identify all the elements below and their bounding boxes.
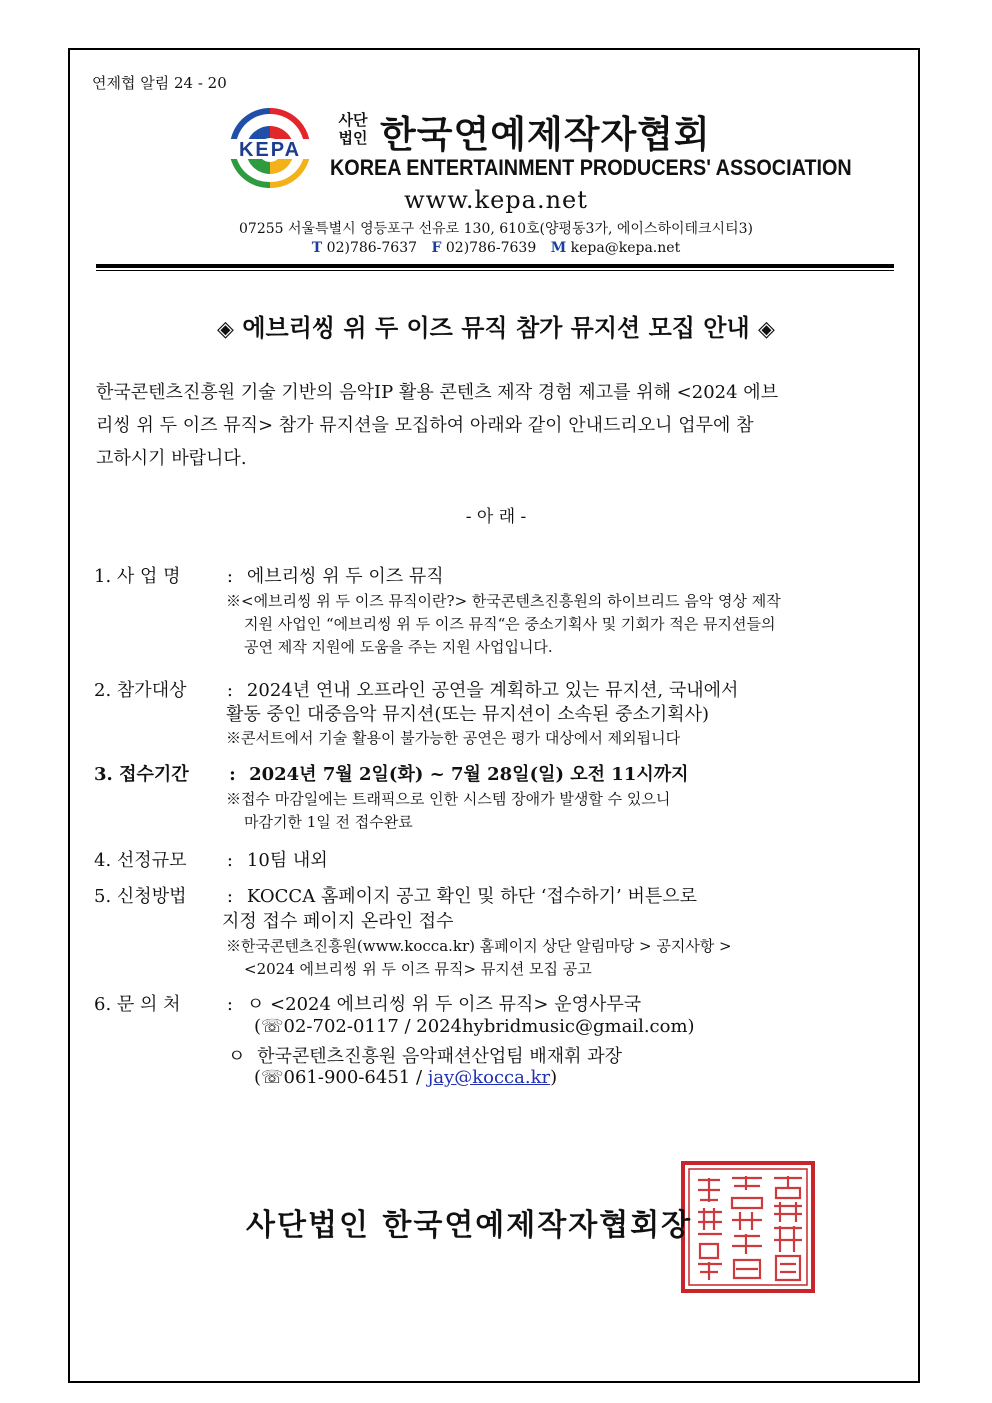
mail-address: kepa@kepa.net (570, 240, 681, 256)
item-note: ※한국콘텐츠진흥원(www.kocca.kr) 홈페이지 상단 알림마당 > 공지사항 > (226, 937, 732, 955)
item-note: ※접수 마감일에는 트래픽으로 인한 시스템 장애가 발생할 수 있으니 (226, 790, 671, 808)
mail-label: M (550, 240, 567, 256)
item-note: 공연 제작 지원에 도움을 주는 지원 사업입니다. (244, 638, 553, 656)
item-note: ※<에브리씽 위 두 이즈 뮤직이란?> 한국콘텐츠진흥원의 하이브리드 음악 영상 제작 (226, 592, 781, 610)
item-application: 5. 신청방법 : KOCCA 홈페이지 공고 확인 및 하단 ‘접수하기’ 버튼으로 (94, 886, 698, 907)
document-title (0, 308, 992, 343)
contact-detail: (☏02-702-0117 / 2024hybridmusic@gmail.com) (254, 1016, 695, 1037)
item-note: 마감기한 1일 전 접수완료 (244, 813, 413, 831)
org-type-label: 사단 법인 (338, 111, 368, 147)
contact-line (0, 240, 992, 256)
item-period: 3. 접수기간 : 2024년 7월 2일(화) ~ 7월 28일(일) 오전 11시까지 (94, 764, 689, 785)
kepa-logo-icon (210, 104, 330, 188)
item-note: <2024 에브리씽 위 두 이즈 뮤직> 뮤지션 모집 공고 (244, 960, 592, 978)
intro-paragraph: 한국콘텐츠진흥원 기술 기반의 음악IP 활용 콘텐츠 제작 경험 제고를 위해 <2024 에브 리씽 위 두 이즈 뮤직> 참가 뮤지션을 모집하여 아래와 같이 안내드리오니 업무에 참 고하시기 바랍니다. (96, 382, 779, 469)
item-note: ※콘서트에서 기술 활용이 불가능한 공연은 평가 대상에서 제외됩니다 (226, 729, 681, 747)
address: 07255 서울특별시 영등포구 선유로 130, 610호(양평동3가, 에이스하이테크시티3) (239, 221, 753, 237)
fax-label: F (431, 240, 442, 256)
document-number: 연제협 알림 24 - 20 (92, 74, 227, 92)
tel-label: T (311, 240, 323, 256)
contact-second: ㅇ 한국콘텐츠진흥원 음악패션산업팀 배재휘 과장 (228, 1046, 623, 1067)
header-divider-thick (96, 264, 894, 268)
logo-text: KEPA (238, 139, 302, 161)
item-value-continued: 활동 중인 대중음악 뮤지션(또는 뮤지션이 소속된 중소기획사) (226, 704, 710, 725)
signature-title: 사단법인 한국연예제작자협회장 (246, 1208, 693, 1243)
notice-separator: - 아 래 - (465, 507, 527, 527)
email-link[interactable]: jay@kocca.kr (427, 1067, 551, 1088)
contact-detail: (☏061-900-6451 / jay@kocca.kr) (254, 1067, 558, 1088)
title-text: 에브리씽 위 두 이즈 뮤직 참가 뮤지션 모집 안내 (242, 314, 750, 342)
item-target: 2. 참가대상 : 2024년 연내 오프라인 공연을 계획하고 있는 뮤지션, 국내에서 (94, 680, 739, 701)
diamond-icon: ◈ (758, 317, 775, 342)
tel-number: 02)786-7637 (326, 240, 418, 256)
official-seal (680, 1160, 816, 1294)
item-project-name: 1. 사 업 명 : 에브리씽 위 두 이즈 뮤직 (94, 566, 444, 587)
item-note: 지원 사업인 “에브리씽 위 두 이즈 뮤직“은 중소기획사 및 기회가 적은 뮤지션들의 (244, 615, 776, 633)
item-scale: 4. 선정규모 : 10팀 내외 (94, 850, 328, 871)
header-divider-thin (96, 270, 894, 271)
diamond-icon: ◈ (217, 317, 234, 342)
website: www.kepa.net (404, 186, 588, 214)
fax-number: 02)786-7639 (445, 240, 537, 256)
item-contact: 6. 문 의 처 : ㅇ <2024 에브리씽 위 두 이즈 뮤직> 운영사무국 (94, 994, 642, 1015)
organization-name: 한국연예제작자협회 (380, 113, 711, 156)
item-value-continued: 지정 접수 페이지 온라인 접수 (222, 911, 454, 932)
organization-name-english: KOREA ENTERTAINMENT PRODUCERS' ASSOCIATION (330, 155, 852, 180)
